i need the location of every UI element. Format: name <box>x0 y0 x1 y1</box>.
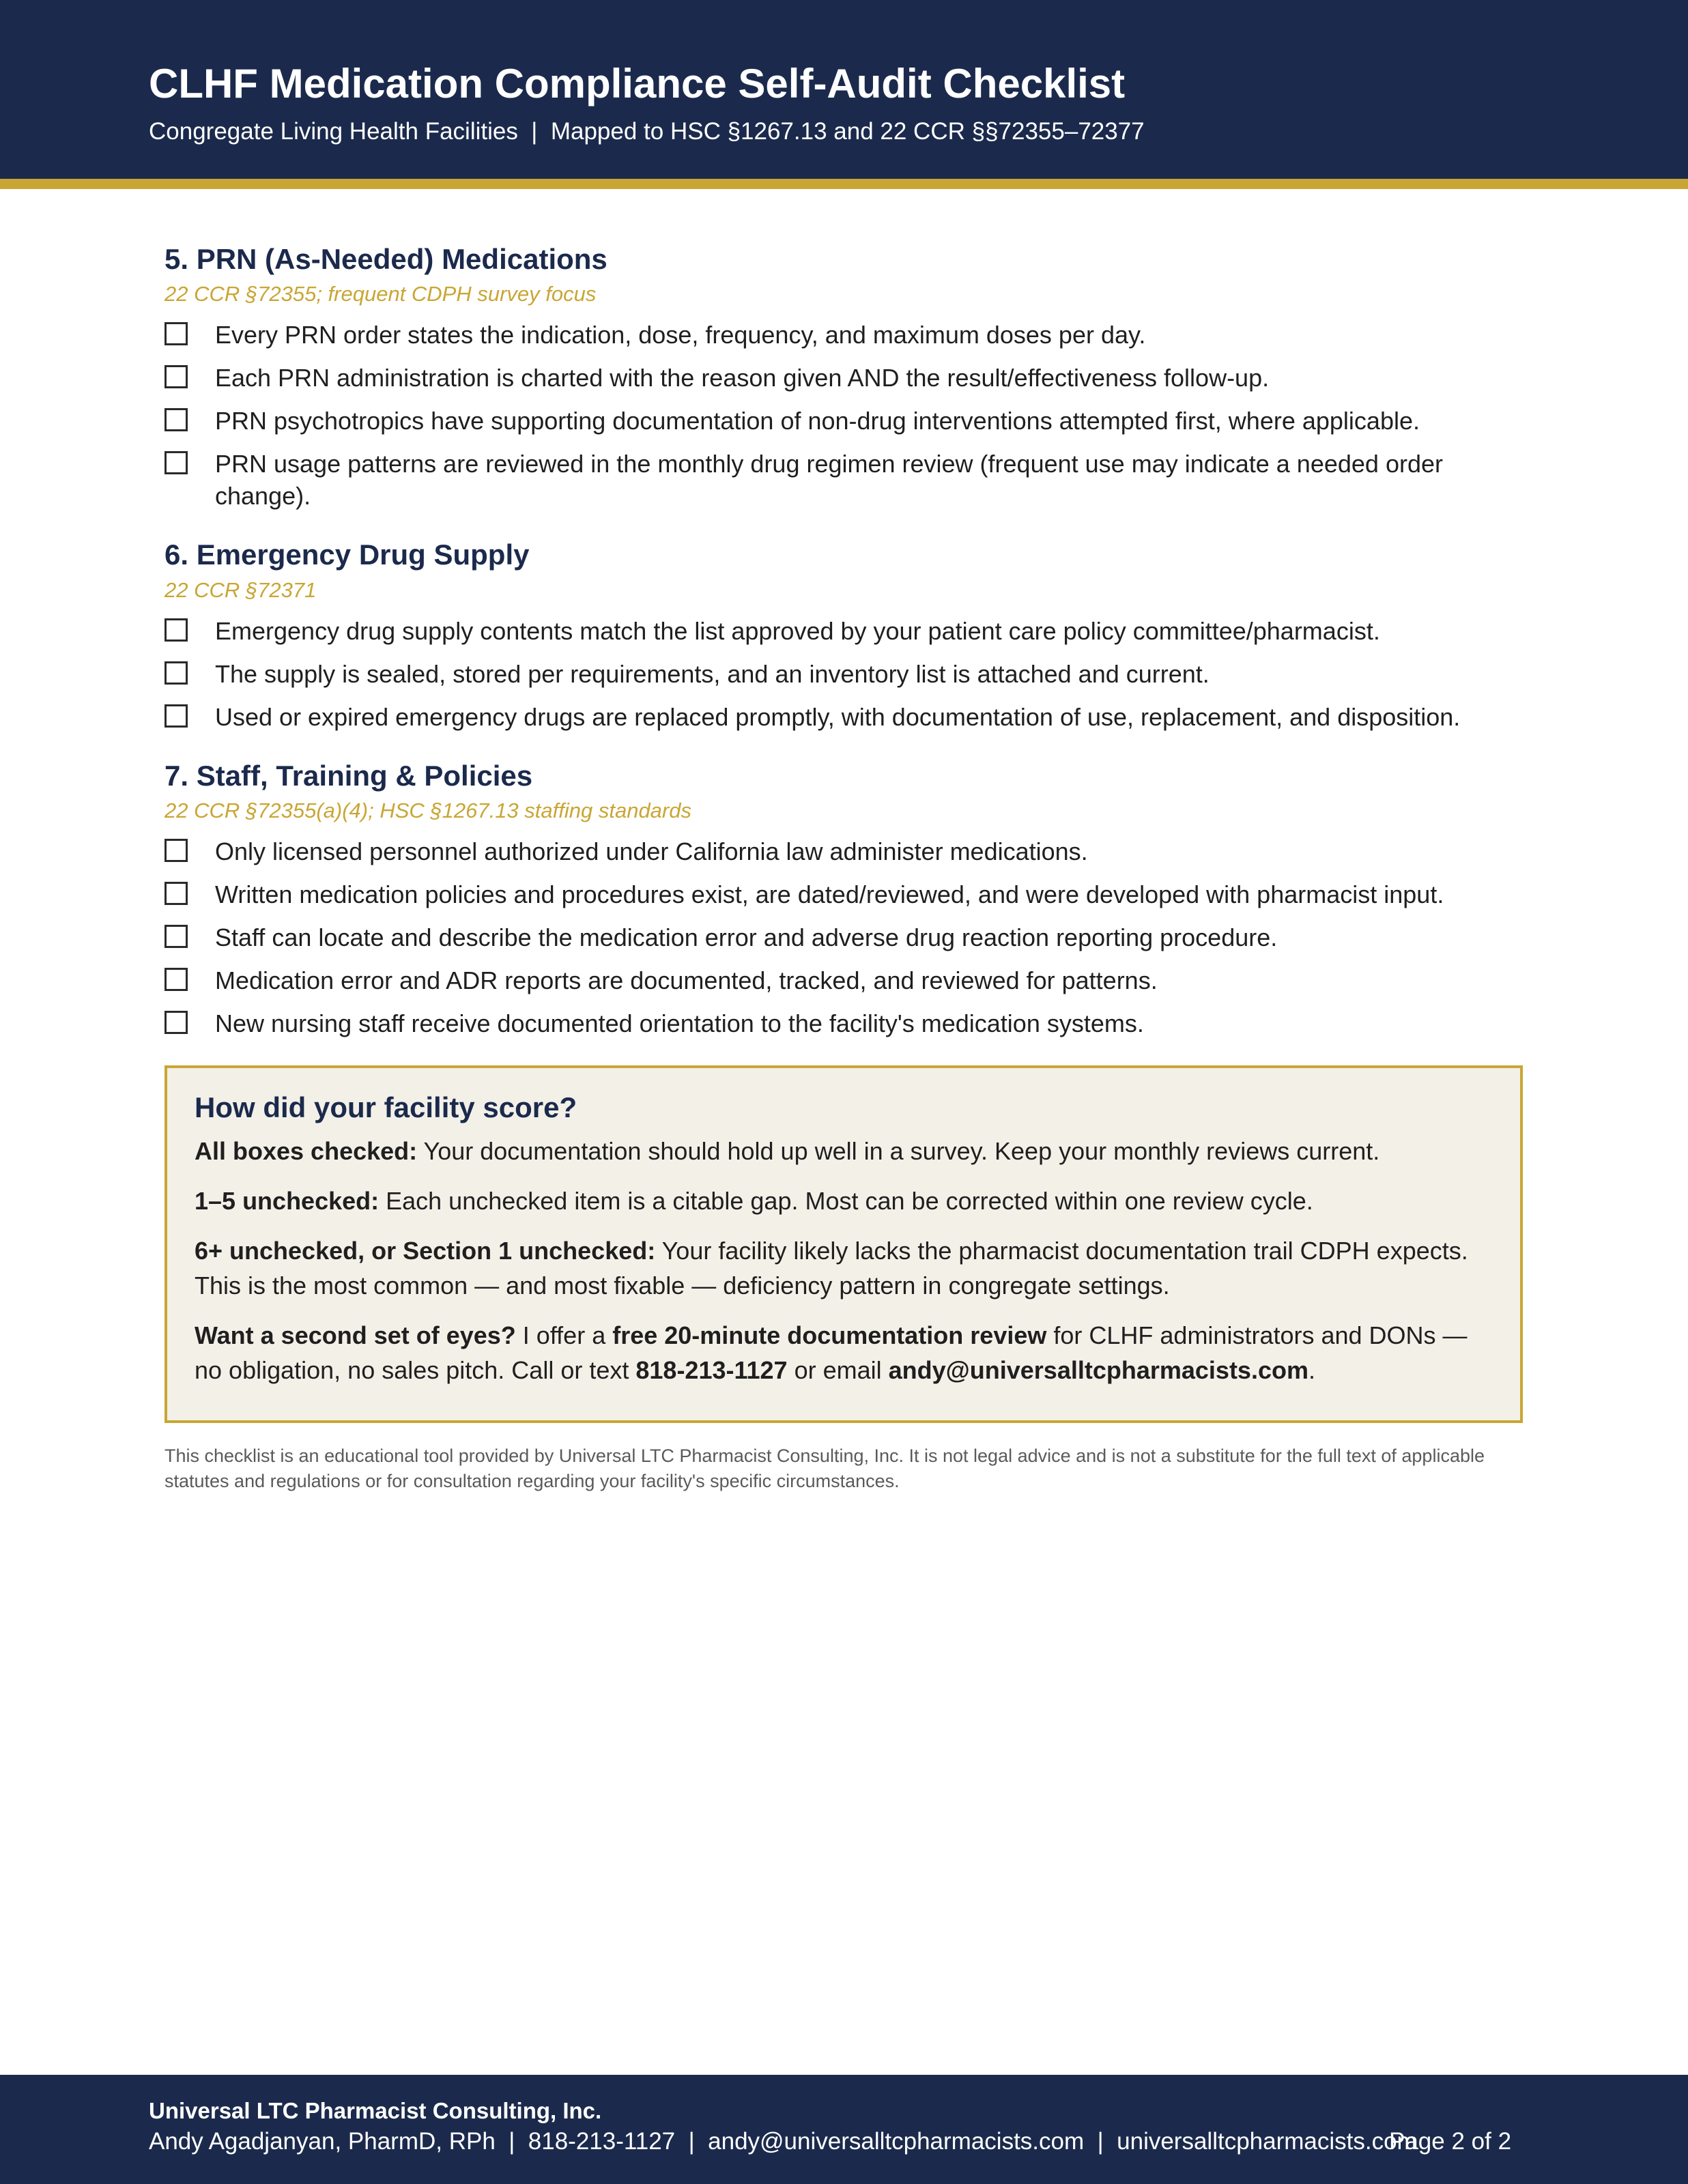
checkbox[interactable] <box>164 451 188 474</box>
checklist-item-text: Every PRN order states the indication, dose, frequency, and maximum doses per day. <box>215 321 1146 349</box>
checkbox[interactable] <box>164 839 188 862</box>
checkbox[interactable] <box>164 704 188 728</box>
page-footer <box>0 2075 1688 2184</box>
section-staff-training-policies <box>164 759 1523 1039</box>
checklist-item-text: The supply is sealed, stored per requirements, and an inventory list is attached and current. <box>215 659 1210 688</box>
checkbox[interactable] <box>164 882 188 905</box>
checklist-item <box>164 615 1523 647</box>
checklist-item <box>164 878 1523 910</box>
section-reference: 22 CCR §72371 <box>164 577 317 602</box>
checkbox[interactable] <box>164 661 188 685</box>
checkbox[interactable] <box>164 1011 188 1034</box>
checklist-item <box>164 835 1523 867</box>
checklist-item <box>164 1007 1523 1039</box>
document-title: CLHF Medication Compliance Self-Audit Checklist <box>149 61 1126 106</box>
checklist-item-text: PRN usage patterns are reviewed in the monthly drug regimen review (frequent use may indicate a needed order change). <box>215 450 1443 511</box>
score-label: 6+ unchecked, or Section 1 unchecked: <box>195 1237 656 1265</box>
checklist-item <box>164 964 1523 996</box>
offer-text: . <box>1308 1356 1315 1385</box>
score-all-checked <box>195 1134 1493 1168</box>
checklist-item <box>164 921 1523 953</box>
section-title: 7. Staff, Training & Policies <box>164 759 533 792</box>
checklist-item-text: Only licensed personnel authorized under California law administer medications. <box>215 837 1088 866</box>
section-emergency-drug-supply <box>164 538 1523 732</box>
checklist-item <box>164 448 1523 512</box>
section-reference: 22 CCR §72355; frequent CDPH survey focus <box>164 282 597 306</box>
score-label: 1–5 unchecked: <box>195 1187 380 1216</box>
footer-contact-line: Andy Agadjanyan, PharmD, RPh | 818-213-1127 | andy@universalltcpharmacists.com | universalltcpharmacists.com <box>149 2128 1417 2155</box>
offer-text: or email <box>787 1356 889 1385</box>
score-contact-offer <box>195 1318 1493 1388</box>
page-header <box>0 0 1688 189</box>
score-text: Your facility likely lacks the pharmacist documentation trail CDPH expects. This is the most common — and most fixable — deficiency pattern in congregate settings. <box>195 1237 1468 1300</box>
score-text: Each unchecked item is a citable gap. Most can be corrected within one review cycle. <box>379 1187 1313 1216</box>
score-1-5-unchecked <box>195 1183 1493 1218</box>
score-6-plus-unchecked <box>195 1233 1493 1303</box>
section-prn-medications <box>164 242 1523 512</box>
checklist-item-text: New nursing staff receive documented orientation to the facility's medication systems. <box>215 1009 1144 1038</box>
checkbox[interactable] <box>164 968 188 991</box>
contact-email-link[interactable]: andy@universalltcpharmacists.com <box>888 1356 1308 1385</box>
document-subtitle: Congregate Living Health Facilities | Mapped to HSC §1267.13 and 22 CCR §§72355–72377 <box>149 118 1145 145</box>
checklist-item-text: Staff can locate and describe the medication error and adverse drug reaction reporting procedure. <box>215 923 1278 952</box>
checkbox[interactable] <box>164 322 188 345</box>
checklist-item-text: Emergency drug supply contents match the list approved by your patient care policy committee/pharmacist. <box>215 616 1380 645</box>
contact-phone-link[interactable]: 818-213-1127 <box>635 1356 788 1385</box>
section-title: 5. PRN (As-Needed) Medications <box>164 243 607 275</box>
footer-company-name: Universal LTC Pharmacist Consulting, Inc. <box>149 2098 602 2123</box>
offer-label: Want a second set of eyes? <box>195 1321 516 1350</box>
score-label: All boxes checked: <box>195 1137 418 1166</box>
checklist-item <box>164 658 1523 690</box>
disclaimer-text: This checklist is an educational tool provided by Universal LTC Pharmacist Consulting, Inc. It is not legal advice and is not a substitute for the full text of applicable statutes and regulations or for consultation regarding your facility's specific circumstances. <box>164 1446 1485 1492</box>
offer-text: I offer a <box>515 1321 613 1350</box>
checklist-item <box>164 405 1523 437</box>
page-number: Page 2 of 2 <box>1389 2128 1512 2155</box>
checkbox[interactable] <box>164 618 188 642</box>
checklist-item-text: PRN psychotropics have supporting documentation of non-drug interventions attempted first, where applicable. <box>215 407 1420 435</box>
checklist-content <box>164 242 1523 1494</box>
checklist-item-text: Written medication policies and procedures exist, are dated/reviewed, and were developed with pharmacist input. <box>215 880 1444 909</box>
checkbox[interactable] <box>164 408 188 431</box>
checklist-item <box>164 319 1523 351</box>
checklist-item <box>164 362 1523 394</box>
checklist-item-text: Medication error and ADR reports are documented, tracked, and reviewed for patterns. <box>215 966 1158 995</box>
section-title: 6. Emergency Drug Supply <box>164 538 530 571</box>
checklist-item <box>164 701 1523 733</box>
offer-review-name: free 20-minute documentation review <box>612 1321 1047 1350</box>
score-text: Your documentation should hold up well in a survey. Keep your monthly reviews current. <box>417 1137 1380 1166</box>
score-title: How did your facility score? <box>195 1091 577 1124</box>
checkbox[interactable] <box>164 365 188 388</box>
checklist-item-text: Each PRN administration is charted with the reason given AND the result/effectiveness follow-up. <box>215 364 1270 392</box>
score-callout-box <box>164 1065 1523 1423</box>
section-reference: 22 CCR §72355(a)(4); HSC §1267.13 staffing standards <box>164 799 691 823</box>
checkbox[interactable] <box>164 925 188 948</box>
offer-text: for CLHF administrators and DONs — no obligation, no sales pitch. Call or text <box>195 1321 1468 1385</box>
checklist-item-text: Used or expired emergency drugs are replaced promptly, with documentation of use, replacement, and disposition. <box>215 702 1461 731</box>
